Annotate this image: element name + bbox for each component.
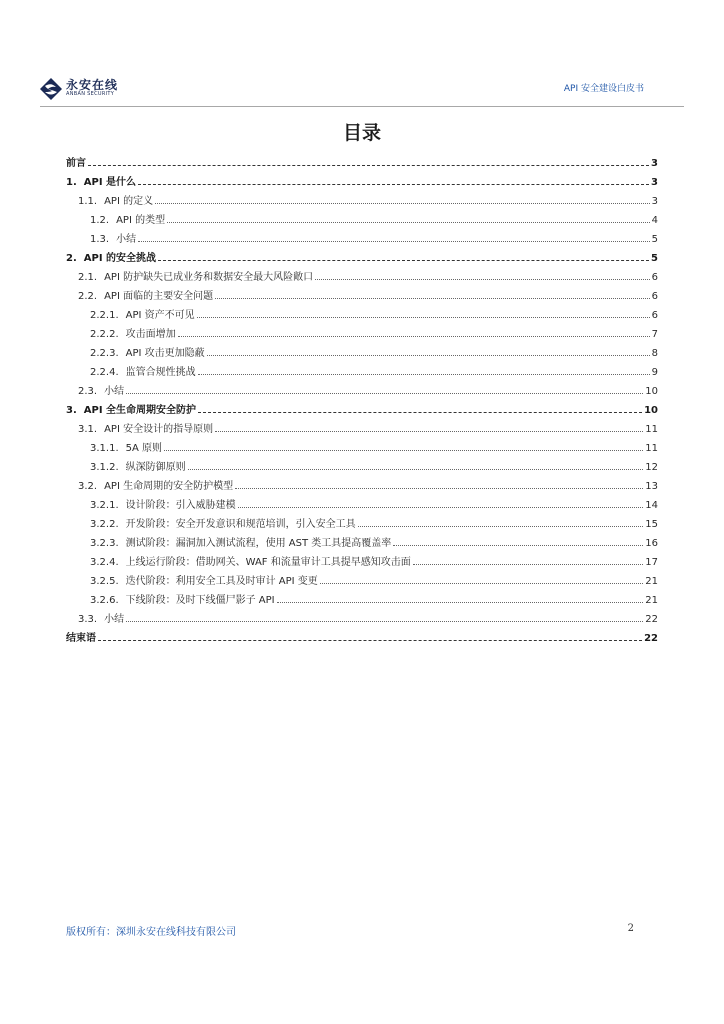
toc-leader-dots	[138, 184, 649, 185]
toc-entry[interactable]	[66, 435, 658, 454]
toc-entry-title: 测试阶段：漏洞加入测试流程，使用 AST 类工具提高覆盖率	[125, 538, 392, 549]
toc-leader-dots	[158, 260, 649, 261]
toc-entry[interactable]	[66, 340, 658, 359]
toc-entry-number: 2.2.2.	[90, 329, 119, 340]
toc-entry-title: 迭代阶段：利用安全工具及时审计 API 变更	[125, 576, 318, 587]
toc-entry-title: 小结	[116, 234, 137, 245]
toc-entry-number: 3.1.1.	[90, 443, 119, 454]
toc-entry-title: 攻击面增加	[125, 329, 176, 340]
toc-entry[interactable]	[66, 568, 658, 587]
toc-entry-page: 3	[651, 158, 658, 169]
toc-entry[interactable]	[66, 264, 658, 283]
toc-leader-dots	[164, 450, 643, 451]
toc-entry-number: 3.3.	[78, 614, 98, 625]
toc-entry[interactable]	[66, 188, 658, 207]
toc-leader-dots	[215, 298, 650, 299]
toc-leader-dots	[215, 431, 643, 432]
toc-leader-dots	[126, 393, 643, 394]
toc-entry-number: 3.2.	[78, 481, 98, 492]
toc-entry[interactable]	[66, 397, 658, 416]
toc-entry-page: 6	[651, 310, 658, 321]
toc-entry-number: 2.2.	[78, 291, 98, 302]
toc-entry-number: 3.2.2.	[90, 519, 119, 530]
toc-entry-number: 2.2.3.	[90, 348, 119, 359]
toc-entry-page: 21	[645, 595, 658, 606]
toc-entry-page: 15	[645, 519, 658, 530]
toc-leader-dots	[98, 640, 642, 641]
page-header	[40, 70, 684, 110]
toc-entry-number: 3.1.	[78, 424, 98, 435]
toc-entry-page: 22	[644, 633, 658, 644]
toc-entry[interactable]	[66, 473, 658, 492]
toc-leader-dots	[238, 507, 644, 508]
toc-entry[interactable]	[66, 492, 658, 511]
toc-entry-page: 16	[645, 538, 658, 549]
toc-leader-dots	[178, 336, 650, 337]
table-of-contents	[66, 150, 658, 644]
toc-leader-dots	[138, 241, 650, 242]
copyright-notice: 版权所有：深圳永安在线科技有限公司	[66, 927, 236, 938]
toc-entry-title: 监管合规性挑战	[125, 367, 196, 378]
header-divider	[40, 106, 684, 107]
toc-entry-number: 3.	[66, 405, 77, 416]
toc-entry-page: 6	[651, 291, 658, 302]
toc-entry[interactable]	[66, 150, 658, 169]
toc-entry[interactable]	[66, 321, 658, 340]
toc-entry-number: 3.2.6.	[90, 595, 119, 606]
toc-leader-dots	[413, 564, 644, 565]
toc-entry[interactable]	[66, 511, 658, 530]
toc-entry-title: API 防护缺失已成业务和数据安全最大风险敞口	[104, 272, 314, 283]
toc-leader-dots	[315, 279, 650, 280]
toc-entry-number: 1.3.	[90, 234, 110, 245]
toc-entry-title: 5A 原则	[125, 443, 163, 454]
toc-entry-page: 13	[645, 481, 658, 492]
toc-leader-dots	[197, 317, 650, 318]
toc-entry-number: 1.	[66, 177, 77, 188]
toc-entry-number: 2.1.	[78, 272, 98, 283]
toc-leader-dots	[198, 374, 650, 375]
toc-entry[interactable]	[66, 625, 658, 644]
toc-entry-title: 结束语	[66, 633, 96, 644]
toc-entry-title: API 资产不可见	[125, 310, 195, 321]
toc-entry-number: 2.2.4.	[90, 367, 119, 378]
toc-leader-dots	[207, 355, 650, 356]
toc-entry-title: API 安全设计的指导原则	[104, 424, 214, 435]
toc-entry[interactable]	[66, 359, 658, 378]
toc-entry-title: API 面临的主要安全问题	[104, 291, 214, 302]
toc-entry-number: 3.2.3.	[90, 538, 119, 549]
toc-leader-dots	[320, 583, 643, 584]
toc-entry[interactable]	[66, 606, 658, 625]
toc-leader-dots	[358, 526, 644, 527]
page-number: 2	[627, 923, 634, 934]
toc-entry-number: 2.	[66, 253, 77, 264]
toc-entry[interactable]	[66, 416, 658, 435]
toc-entry-title: API 是什么	[83, 177, 137, 188]
toc-entry-title: 小结	[104, 614, 125, 625]
toc-entry[interactable]	[66, 454, 658, 473]
toc-entry-page: 10	[644, 405, 658, 416]
toc-entry-page: 10	[645, 386, 658, 397]
toc-entry[interactable]	[66, 587, 658, 606]
toc-leader-dots	[155, 203, 650, 204]
toc-entry-page: 7	[651, 329, 658, 340]
toc-heading: 目录	[342, 122, 381, 144]
toc-entry-title: 前言	[66, 158, 86, 169]
toc-entry-page: 5	[651, 234, 658, 245]
toc-entry-number: 2.2.1.	[90, 310, 119, 321]
logo-chinese-name: 永安在线	[66, 78, 119, 92]
toc-entry-number: 3.2.5.	[90, 576, 119, 587]
toc-entry-page: 12	[645, 462, 658, 473]
toc-entry-page: 17	[645, 557, 658, 568]
logo-mark-icon	[40, 78, 62, 100]
toc-entry[interactable]	[66, 207, 658, 226]
toc-entry-title: API 的类型	[116, 215, 166, 226]
toc-entry-number: 3.2.4.	[90, 557, 119, 568]
toc-entry-page: 21	[645, 576, 658, 587]
toc-leader-dots	[393, 545, 643, 546]
toc-entry[interactable]	[66, 302, 658, 321]
toc-entry[interactable]	[66, 378, 658, 397]
page-footer	[66, 923, 658, 937]
toc-leader-dots	[126, 621, 643, 622]
toc-entry-title: 小结	[104, 386, 125, 397]
toc-entry-page: 14	[645, 500, 658, 511]
toc-entry-number: 1.1.	[78, 196, 98, 207]
toc-entry[interactable]	[66, 530, 658, 549]
toc-entry[interactable]	[66, 245, 658, 264]
toc-entry-page: 22	[645, 614, 658, 625]
toc-entry-number: 3.1.2.	[90, 462, 119, 473]
toc-leader-dots	[235, 488, 643, 489]
toc-entry-title: 开发阶段：安全开发意识和规范培训，引入安全工具	[125, 519, 356, 530]
toc-entry-number: 1.2.	[90, 215, 110, 226]
toc-leader-dots	[277, 602, 644, 603]
toc-entry-title: 设计阶段：引入威胁建模	[125, 500, 236, 511]
toc-entry-page: 11	[645, 443, 658, 454]
toc-leader-dots	[167, 222, 650, 223]
logo-english-name: ANBAN SECURITY	[66, 91, 115, 97]
toc-entry-page: 9	[651, 367, 658, 378]
company-logo	[40, 76, 130, 102]
toc-leader-dots	[198, 412, 642, 413]
toc-entry-number: 2.3.	[78, 386, 98, 397]
toc-entry[interactable]	[66, 283, 658, 302]
toc-entry-title: API 全生命周期安全防护	[83, 405, 197, 416]
toc-entry-page: 5	[651, 253, 658, 264]
toc-entry-number: 3.2.1.	[90, 500, 119, 511]
toc-entry-page: 6	[651, 272, 658, 283]
toc-entry-title: API 的安全挑战	[83, 253, 157, 264]
toc-leader-dots	[188, 469, 644, 470]
toc-entry-page: 8	[651, 348, 658, 359]
document-title: API 安全建设白皮书	[563, 84, 644, 94]
toc-entry[interactable]	[66, 549, 658, 568]
toc-entry-page: 3	[651, 196, 658, 207]
toc-entry-title: API 的定义	[104, 196, 154, 207]
toc-entry-title: API 生命周期的安全防护模型	[104, 481, 234, 492]
toc-leader-dots	[88, 165, 649, 166]
toc-entry-title: 纵深防御原则	[125, 462, 186, 473]
toc-entry-title: 下线阶段：及时下线僵尸影子 API	[125, 595, 275, 606]
toc-entry-title: 上线运行阶段：借助网关、WAF 和流量审计工具提早感知攻击面	[125, 557, 411, 568]
toc-entry[interactable]	[66, 169, 658, 188]
toc-entry-page: 11	[645, 424, 658, 435]
toc-entry-page: 3	[651, 177, 658, 188]
toc-entry-title: API 攻击更加隐蔽	[125, 348, 205, 359]
toc-entry[interactable]	[66, 226, 658, 245]
toc-entry-page: 4	[651, 215, 658, 226]
